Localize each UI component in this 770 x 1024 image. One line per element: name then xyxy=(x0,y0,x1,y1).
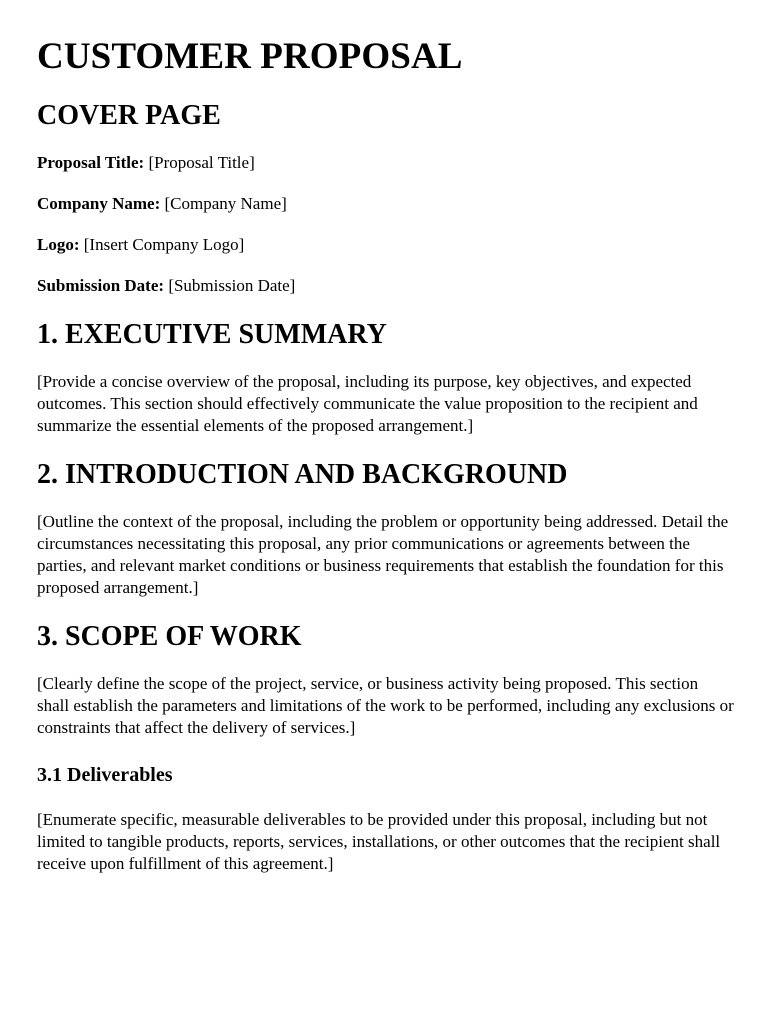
proposal-title-field xyxy=(37,152,734,174)
logo-field xyxy=(37,234,734,256)
executive-summary-body: [Provide a concise overview of the proposal, including its purpose, key objectives, and expected outcomes. This section should effectively communicate the value proposition to the recipient and summarize the essential elements of the proposed arrangement.] xyxy=(37,372,698,435)
introduction-background-heading: 2. INTRODUCTION AND BACKGROUND xyxy=(37,459,568,490)
deliverables-body: [Enumerate specific, measurable deliverables to be provided under this proposal, including but not limited to tangible products, reports, services, installations, or other outcomes that the recipient shall receive upon fulfillment of this agreement.] xyxy=(37,810,721,873)
proposal-title-label: Proposal Title: xyxy=(37,153,145,172)
proposal-title-value: [Proposal Title] xyxy=(148,153,255,172)
executive-summary-heading: 1. EXECUTIVE SUMMARY xyxy=(37,319,387,350)
document-title: CUSTOMER PROPOSAL xyxy=(37,36,463,77)
scope-of-work-heading: 3. SCOPE OF WORK xyxy=(37,621,302,652)
submission-date-label: Submission Date: xyxy=(37,276,165,295)
company-name-label: Company Name: xyxy=(37,194,161,213)
company-name-field xyxy=(37,193,734,215)
deliverables-heading: 3.1 Deliverables xyxy=(37,764,173,786)
company-name-value: [Company Name] xyxy=(164,194,287,213)
submission-date-value: [Submission Date] xyxy=(168,276,296,295)
logo-value: [Insert Company Logo] xyxy=(83,235,245,254)
cover-page-heading: COVER PAGE xyxy=(37,100,221,131)
submission-date-field xyxy=(37,275,734,297)
logo-label: Logo: xyxy=(37,235,80,254)
cover-fields xyxy=(37,152,734,297)
scope-of-work-body: [Clearly define the scope of the project, service, or business activity being proposed. This section shall establish the parameters and limitations of the work to be performed, including any exclusions or constraints that affect the delivery of services.] xyxy=(37,674,734,737)
introduction-background-body: [Outline the context of the proposal, including the problem or opportunity being addressed. Detail the circumstances necessitating this proposal, any prior communications or agreements between the parties, and relevant market conditions or business requirements that establish the foundation for this proposed arrangement.] xyxy=(37,512,729,597)
